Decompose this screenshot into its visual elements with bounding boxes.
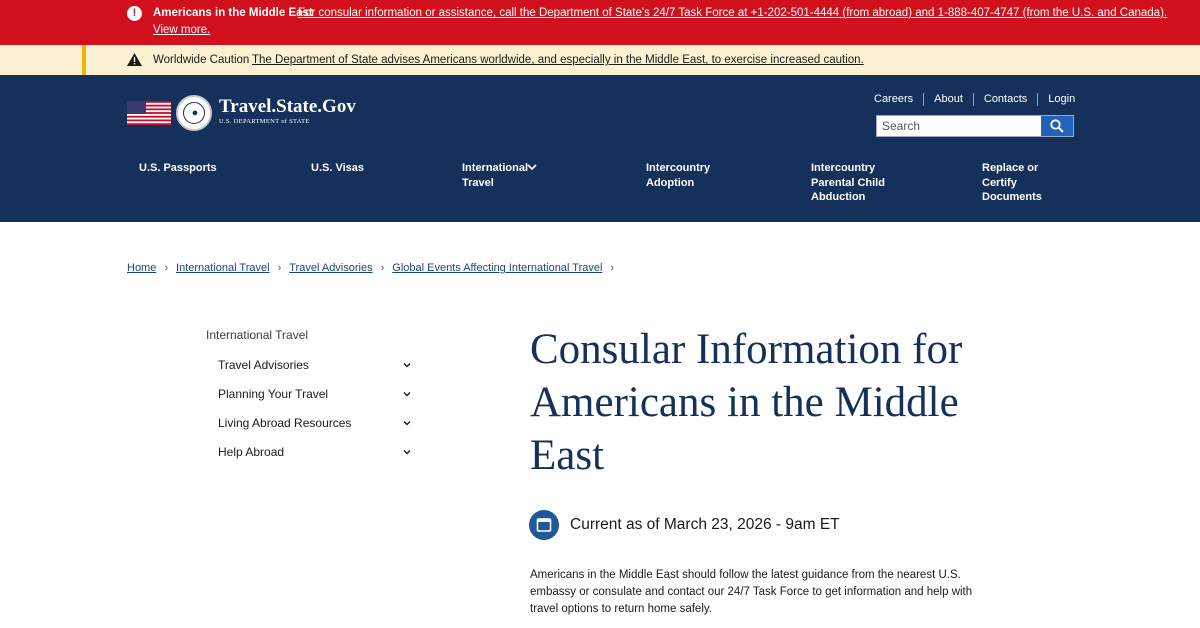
divider <box>923 93 924 106</box>
emergency-alert-banner <box>0 0 1200 45</box>
nav-item-replace-certify-documents[interactable]: Replace or Certify Documents <box>982 162 1042 203</box>
util-link-contacts[interactable]: Contacts <box>983 93 1028 105</box>
util-link-login[interactable]: Login <box>1048 93 1076 105</box>
nav-item-intercountry-adoption[interactable]: Intercountry Adoption <box>646 162 711 189</box>
sidebar-heading[interactable]: International Travel <box>206 328 309 342</box>
alert-exclamation-icon: ! <box>127 6 142 21</box>
sidebar-item-label: Travel Advisories <box>218 358 309 372</box>
breadcrumb-travel-advisories[interactable]: Travel Advisories <box>289 262 373 274</box>
chevron-down-icon[interactable] <box>402 360 412 370</box>
warning-triangle-icon <box>127 53 142 66</box>
chevron-right-icon: › <box>380 262 385 274</box>
search-form <box>876 115 1074 137</box>
site-subtitle: U.S. DEPARTMENT of STATE <box>219 118 310 125</box>
util-link-about[interactable]: About <box>934 93 963 105</box>
site-header <box>0 75 1200 222</box>
caution-title: Worldwide Caution <box>153 54 250 66</box>
chevron-right-icon: › <box>610 262 615 274</box>
chevron-down-icon[interactable] <box>402 418 412 428</box>
sidebar-item-label: Help Abroad <box>218 445 285 459</box>
breadcrumb <box>127 261 622 275</box>
nav-item-visas[interactable]: U.S. Visas <box>311 162 364 174</box>
worldwide-caution-banner <box>0 45 1200 75</box>
nav-item-parental-child-abduction[interactable]: Intercountry Parental Child Abduction <box>811 162 885 203</box>
site-title-link[interactable]: Travel.State.Gov <box>219 96 356 117</box>
nav-item-international-travel[interactable]: International Travel <box>462 162 529 189</box>
caution-accent-stripe <box>82 45 86 75</box>
breadcrumb-home[interactable]: Home <box>127 262 157 274</box>
caution-advisory-link[interactable]: The Department of State advises Americans worldwide, and especially in the Middle East, to exercise increased caution. <box>252 54 864 66</box>
breadcrumb-international-travel[interactable]: International Travel <box>176 262 270 274</box>
divider <box>973 93 974 106</box>
alert-title: Americans in the Middle East <box>153 7 313 19</box>
page-title: Consular Information for Americans in the Middle East <box>530 326 963 479</box>
current-as-of-date: Current as of March 23, 2026 - 9am ET <box>570 516 840 533</box>
department-seal-icon[interactable]: ● <box>176 95 212 131</box>
search-input[interactable] <box>877 116 1041 136</box>
sidebar-item-planning-your-travel[interactable] <box>218 386 414 404</box>
chevron-right-icon: › <box>277 262 282 274</box>
sidebar-item-label: Living Abroad Resources <box>218 416 352 430</box>
alert-view-more-link[interactable]: View more. <box>153 24 211 36</box>
nav-item-passports[interactable]: U.S. Passports <box>139 162 217 174</box>
sidebar-item-travel-advisories[interactable] <box>218 357 414 375</box>
divider <box>1037 93 1038 106</box>
intro-paragraph: Americans in the Middle East should follow the latest guidance from the nearest U.S. embassy or consulate and contact our 24/7 Task Force to get information and help with travel options to return home safely. <box>530 569 973 615</box>
util-link-careers[interactable]: Careers <box>874 93 914 105</box>
chevron-right-icon: › <box>164 262 169 274</box>
chevron-down-icon[interactable] <box>402 389 412 399</box>
sidebar-item-help-abroad[interactable] <box>218 444 414 462</box>
alert-task-force-link[interactable]: For consular information or assistance, call the Department of State's 24/7 Task Force at +1-202-501-4444 (from abroad) and 1-888-407-4747 (from the U.S. and Canada). <box>298 7 1168 19</box>
chevron-down-icon[interactable] <box>527 163 537 171</box>
chevron-down-icon[interactable] <box>402 447 412 457</box>
search-icon <box>1050 119 1064 133</box>
us-flag-icon <box>127 101 171 125</box>
breadcrumb-global-events[interactable]: Global Events Affecting International Travel <box>392 262 603 274</box>
sidebar-item-label: Planning Your Travel <box>218 387 329 401</box>
calendar-icon <box>529 510 559 540</box>
sidebar-item-living-abroad-resources[interactable] <box>218 415 414 433</box>
utility-nav <box>874 91 1075 107</box>
search-button[interactable] <box>1041 116 1073 136</box>
